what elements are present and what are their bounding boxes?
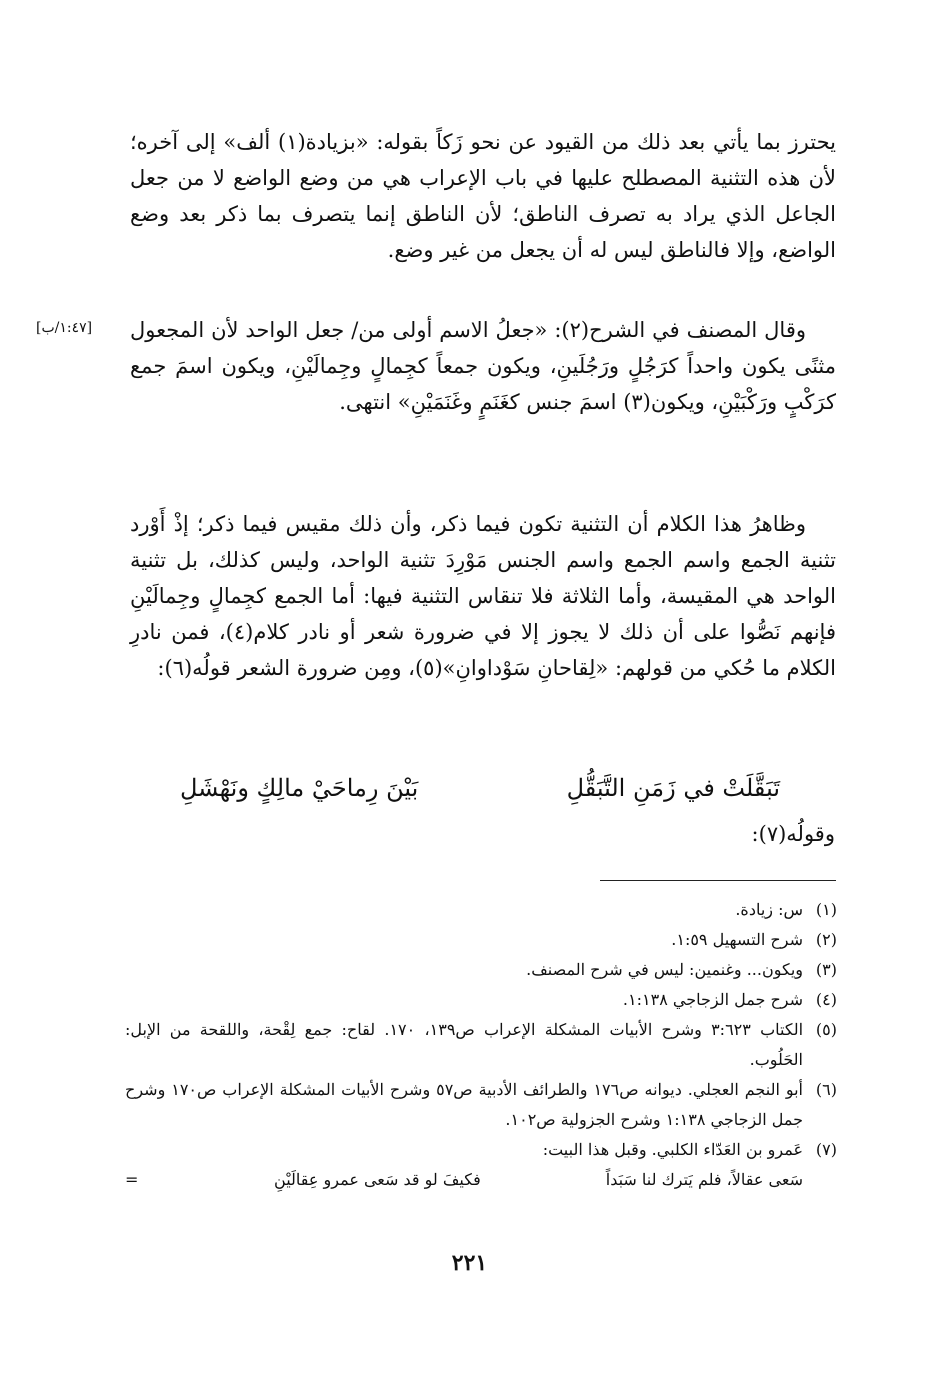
verse-hemistich-left: بَيْنَ رِماحَيْ مالِكٍ ونَهْشَلِ: [180, 774, 419, 802]
manuscript-folio-reference: [١:٤٧/ب]: [36, 320, 93, 336]
page-number: ٢٢١: [451, 1250, 488, 1276]
footnote-number: (٦): [815, 1080, 837, 1099]
footnote-text: ويكون... وغنمين: ليس في شرح المصنف.: [526, 960, 803, 979]
footnote-3: [125, 955, 837, 985]
footnote-number: (٢): [815, 930, 837, 949]
footnote-number: (٧): [815, 1140, 837, 1159]
footnote-text: أبو النجم العجلي. ديوانه ص١٧٦ والطرائف الأدبية ص٥٧ وشرح الأبيات المشكلة الإعراب ص١٧٠ وشرح جمل الزجاجي ١:١٣٨ وشرح الجزولية ص١٠٢.: [125, 1080, 804, 1129]
footnote-6: [125, 1075, 837, 1135]
footnote-text: شرح التسهيل ١:٥٩.: [671, 930, 803, 949]
footnote-verse-left: فكيفَ لو قد سَعى عمرو عِقالَيْنِ: [274, 1170, 481, 1189]
footnote-number: (٥): [815, 1020, 837, 1039]
footnotes-list: [125, 895, 837, 1195]
footnote-4: [125, 985, 837, 1015]
footnote-text: س: زيادة.: [735, 900, 803, 919]
footnote-number: (١): [815, 900, 837, 919]
footnote-text: شرح جمل الزجاجي ١:١٣٨.: [622, 990, 803, 1009]
footnote-divider: [600, 880, 836, 881]
footnote-1: [125, 895, 837, 925]
footnote-2: [125, 925, 837, 955]
footnote-number: (٤): [815, 990, 837, 1009]
poetry-verse: [180, 768, 780, 808]
verse-hemistich-right: تَبَقَّلَتْ في زَمَنِ التَّبَقُّلِ: [566, 774, 780, 802]
paragraph-3: وظاهرُ هذا الكلام أن التثنية تكون فيما ذكر، وأن ذلك مقيس فيما ذكر؛ إذْ أَوْرد تثنية الجمع واسم الجمع واسم الجنس مَوْرِدَ تثنية الواحد، وليس كذلك، بل تثنية الواحد هي المقيسة، وأما الثلاثة فلا تنقاس التثنية فيها: أما الجمع كجِمالٍ وجِمالَيْنِ فإنهم نَصُّوا على أن ذلك لا يجوز إلا في ضرورة شعر أو نادر كلام(٤)، فمن نادرِ الكلام ما حُكي من قولهم: «لِقاحانِ سَوْداوانِ»(٥)، ومِن ضرورة الشعر قولُه(٦):: [130, 512, 836, 680]
footnote-text: عَمرو بن العَدّاء الكلبي. وقبل هذا البيت:: [542, 1140, 803, 1159]
footnote-verse-right: سَعى عقالاً، فلم يَترك لنا سَبَداً: [605, 1170, 803, 1189]
continuation-mark: =: [125, 1170, 139, 1189]
footnote-text: الكتاب ٣:٦٢٣ وشرح الأبيات المشكلة الإعراب ص١٣٩، ١٧٠. لقاح: جمع لِقْحة، واللقحة من الإبل: الحَلُوب.: [125, 1020, 804, 1069]
paragraph-2: وقال المصنف في الشرح(٢): «جعلُ الاسم أولى من/ جعل الواحد لأن المجعول مثنًى يكون واحداً كرَجُلٍ ورَجُلَينِ، ويكون جمعاً كجِمالٍ وجِمالَيْنِ، ويكون اسمَ جمع كرَكْبٍ ورَكْبَيْنِ، ويكون(٣) اسمَ جنس كغَنَمٍ وغَنَمَيْنِ» انتهى.: [130, 318, 836, 414]
paragraph-1: يحترز بما يأتي بعد ذلك من القيود عن نحو زَكاً بقوله: «بزيادة(١) ألف» إلى آخره؛ لأن هذه التثنية المصطلح عليها في باب الإعراب هي من وضع الواضع لا من جعل الجاعل الذي يراد به تصرف الناطق؛ لأن الناطق إنما يتصرف بما ذكر بعد وضع الواضع، وإلا فالناطق ليس له أن يجعل من غير وضع.: [130, 130, 836, 262]
footnote-5: [125, 1015, 837, 1075]
footnote-7: [125, 1135, 837, 1165]
after-verse-line: وقولُه(٧):: [751, 822, 835, 846]
footnote-verse: [125, 1165, 837, 1195]
footnote-number: (٣): [815, 960, 837, 979]
